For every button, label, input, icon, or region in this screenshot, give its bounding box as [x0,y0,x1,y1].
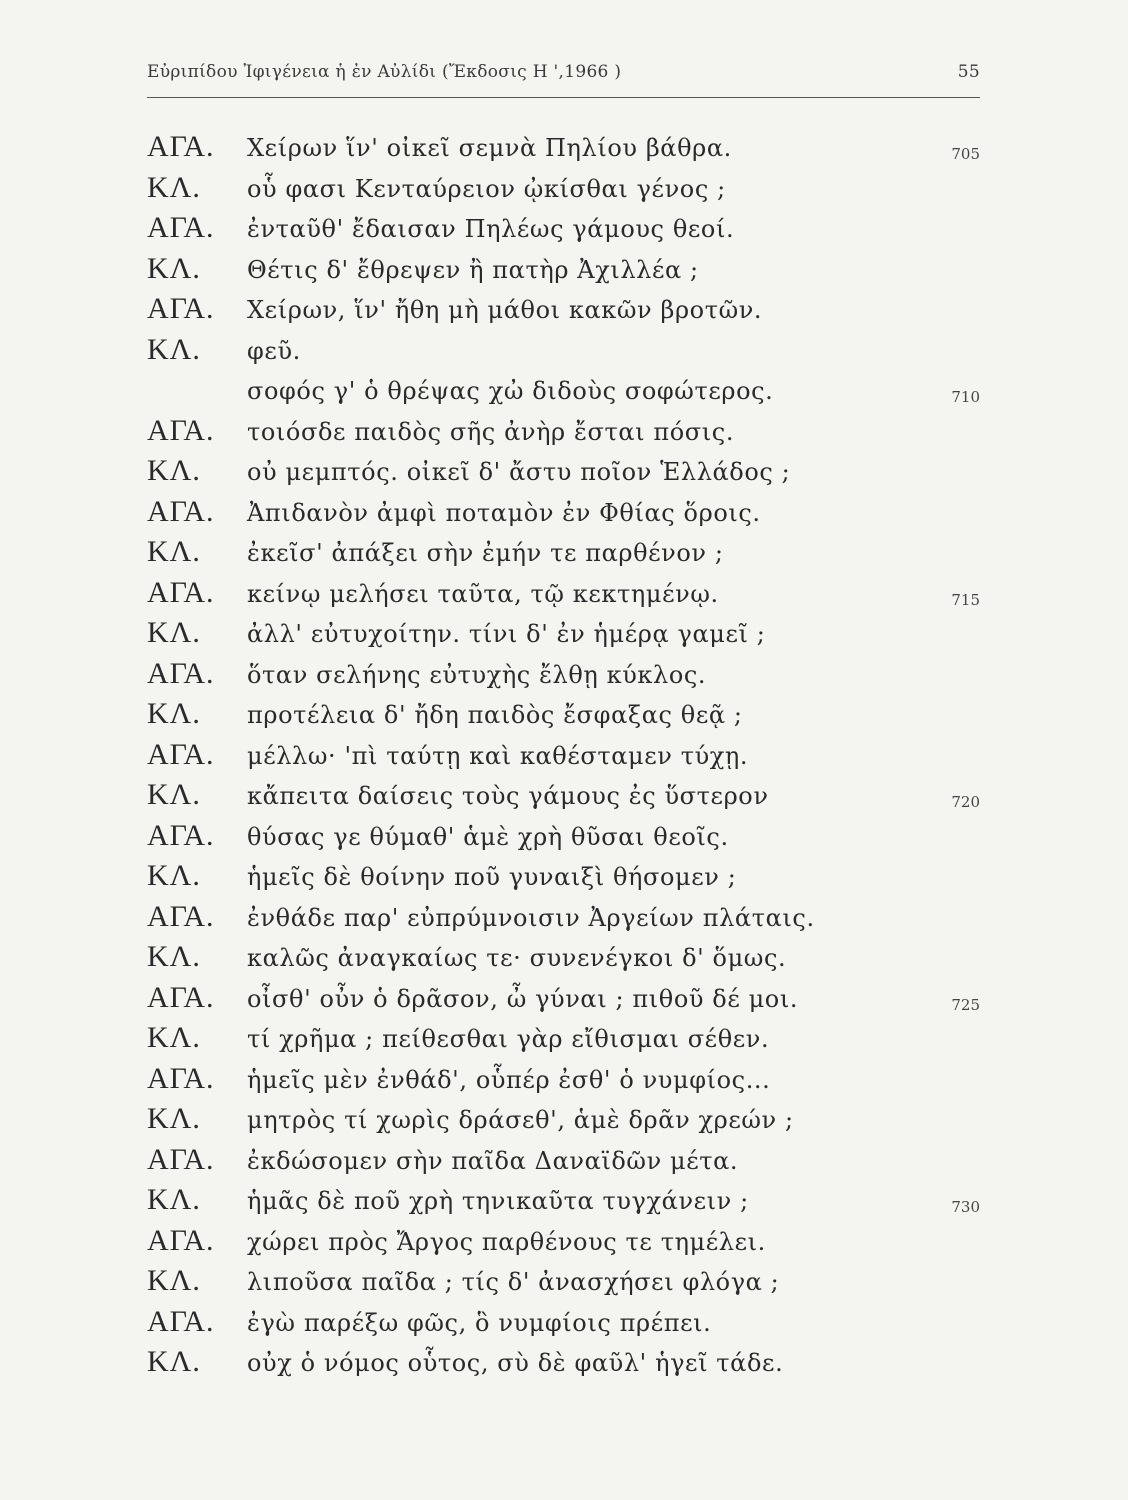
verse-line [0,1306,1128,1347]
verse-text-line: οὐ μεμπτός. οἰκεῖ δ' ἄστυ ποῖον Ἑλλάδος ; [247,458,791,486]
verse-text-line: σοφός γ' ὁ θρέψας χὠ διδοὺς σοφώτερος. [247,377,774,405]
verse-text-line: κἄπειτα δαίσεις τοὺς γάμους ἐς ὕστερον [247,782,769,810]
verse-line [0,1103,1128,1144]
speaker-label: ΚΛ. [147,1264,201,1297]
verse-line [0,334,1128,375]
line-number: 730 [951,1198,980,1216]
verse-text-line: μέλλω· 'πὶ ταύτῃ καὶ καθέσταμεν τύχῃ. [247,741,749,770]
verse-text-line: ἐκεῖσ' ἀπάξει σὴν ἐμήν τε παρθένον ; [247,539,724,567]
verse-line [0,212,1128,253]
verse-line [0,617,1128,658]
running-title: Εὐριπίδου Ἰφιγένεια ἡ ἐν Αὐλίδι (Ἔκδοσις Η ',1966 ) [147,62,622,82]
verse-text-line: φεῦ. [247,336,301,365]
verse-line [0,496,1128,537]
verse-line [0,374,1128,415]
verse-line [0,860,1128,901]
verse-text-line: ἡμεῖς δὲ θοίνην ποῦ γυναιξὶ θήσομεν ; [247,863,737,891]
verse-text-line: κείνῳ μελήσει ταῦτα, τῷ κεκτημένῳ. [247,579,719,608]
verse-text-line: Ἀπιδανὸν ἀμφὶ ποταμὸν ἐν Φθίας ὅροις. [247,498,761,527]
verse-line [0,982,1128,1023]
verse-text-line: ἐνθάδε παρ' εὐπρύμνοισιν Ἀργείων πλάταις. [247,903,815,932]
speaker-label: ΚΛ. [147,170,201,204]
speaker-label: ΚΛ. [147,697,201,730]
line-number: 705 [951,145,980,163]
line-number: 725 [951,995,980,1014]
verse-text-line: οὗ φασι Κενταύρειον ᾠκίσθαι γένος ; [247,174,726,203]
verse-line [0,698,1128,739]
verse-text-line: Χείρων ἵν' οἰκεῖ σεμνὰ Πηλίου βάθρα. [247,134,732,162]
verse-line [0,1225,1128,1266]
verse-line [0,1022,1128,1063]
verse-text-line: οἶσθ' οὖν ὁ δρᾶσον, ὦ γύναι ; πιθοῦ δέ μοι. [247,984,799,1013]
speaker-label: ΑΓΑ. [147,130,215,163]
speaker-label: ΚΛ. [147,778,201,811]
speaker-label: ΚΛ. [147,859,201,892]
verse-text-line: καλῶς ἀναγκαίως τε· συνενέγκοι δ' ὅμως. [247,944,787,972]
speaker-label: ΑΓΑ. [147,1061,215,1095]
verse-line [0,577,1128,618]
verse-line [0,1265,1128,1306]
verse-line [0,739,1128,780]
verse-text-line: ἀλλ' εὐτυχοίτην. τίνι δ' ἐν ἡμέρᾳ γαμεῖ ; [247,620,766,648]
verse-line [0,293,1128,334]
verse-text-line: τοιόσδε παιδὸς σῆς ἀνὴρ ἔσται πόσις. [247,417,735,446]
verse-line [0,253,1128,294]
verse-line [0,1184,1128,1225]
verse-line [0,536,1128,577]
speaker-label: ΑΓΑ. [147,211,215,244]
verse-text-line: ἡμᾶς δὲ ποῦ χρὴ τηνικαῦτα τυγχάνειν ; [247,1187,749,1215]
speaker-label: ΑΓΑ. [147,737,215,771]
line-number: 720 [951,793,980,811]
speaker-label: ΚΛ. [147,535,201,568]
verse-line [0,901,1128,942]
page-number: 55 [957,62,980,82]
speaker-label: ΚΛ. [147,616,201,649]
verse-text-line: προτέλεια δ' ἤδη παιδὸς ἔσφαξας θεᾷ ; [247,701,743,729]
speaker-label: ΑΓΑ. [147,818,215,852]
speaker-label: ΑΓΑ. [147,292,215,325]
verse-line [0,941,1128,982]
verse-text-line: Χείρων, ἵν' ἤθη μὴ μάθοι κακῶν βροτῶν. [247,296,763,324]
speaker-label: ΚΛ. [147,251,201,285]
verse-line [0,415,1128,456]
speaker-label: ΑΓΑ. [147,899,215,933]
verse-line [0,455,1128,496]
speaker-label: ΑΓΑ. [147,656,215,690]
speaker-label: ΚΛ. [147,940,201,973]
verse-text-line: ἐκδώσομεν σὴν παῖδα Δαναϊδῶν μέτα. [247,1146,739,1175]
verse-line [0,1346,1128,1387]
verse-line [0,1144,1128,1185]
speaker-label: ΚΛ. [147,1345,201,1378]
verse-text-line: χώρει πρὸς Ἄργος παρθένους τε τημέλει. [247,1227,766,1256]
speaker-label: ΑΓΑ. [147,1223,215,1257]
verse-text-line: τί χρῆμα ; πείθεσθαι γὰρ εἴθισμαι σέθεν. [247,1025,770,1053]
verse-text-line: Θέτις δ' ἔθρεψεν ἢ πατὴρ Ἀχιλλέα ; [247,255,699,284]
verse-line [0,1063,1128,1104]
verse-text-line: λιποῦσα παῖδα ; τίς δ' ἀνασχήσει φλόγα ; [247,1268,780,1296]
speaker-label: ΑΓΑ. [147,413,215,447]
verse-line [0,779,1128,820]
speaker-label: ΑΓΑ. [147,494,215,528]
verse-text-line: οὐχ ὁ νόμος οὗτος, σὺ δὲ φαῦλ' ἡγεῖ τάδε. [247,1349,784,1377]
running-head [147,62,980,92]
speaker-label: ΑΓΑ. [147,1142,215,1176]
header-rule [147,97,980,98]
speaker-label: ΑΓΑ. [147,980,215,1014]
verse-text-line: θύσας γε θύμαθ' ἁμὲ χρὴ θῦσαι θεοῖς. [247,822,729,851]
speaker-label: ΑΓΑ. [147,1304,215,1338]
verse-line [0,172,1128,213]
verse-text-line: ἐνταῦθ' ἔδαισαν Πηλέως γάμους θεοί. [247,215,735,243]
speaker-label: ΚΛ. [147,1021,201,1054]
speaker-label: ΚΛ. [147,1183,201,1216]
verse-text-line: μητρὸς τί χωρὶς δράσεθ', ἁμὲ δρᾶν χρεών ; [247,1106,794,1134]
speaker-label: ΚΛ. [147,332,201,366]
verse-text-line: ἡμεῖς μὲν ἐνθάδ', οὗπέρ ἐσθ' ὁ νυμφίος... [247,1065,771,1094]
speaker-label: ΚΛ. [147,454,201,487]
line-number: 710 [951,388,980,406]
line-number: 715 [951,590,980,609]
verse-text-line: ἐγὼ παρέξω φῶς, ὃ νυμφίοις πρέπει. [247,1308,712,1337]
verse-text-line: ὅταν σελήνης εὐτυχὴς ἔλθῃ κύκλος. [247,660,707,689]
speaker-label: ΑΓΑ. [147,575,215,609]
verse-line [0,658,1128,699]
verse-text [0,131,1128,1387]
verse-line [0,820,1128,861]
verse-line [0,131,1128,172]
speaker-label: ΚΛ. [147,1102,201,1135]
